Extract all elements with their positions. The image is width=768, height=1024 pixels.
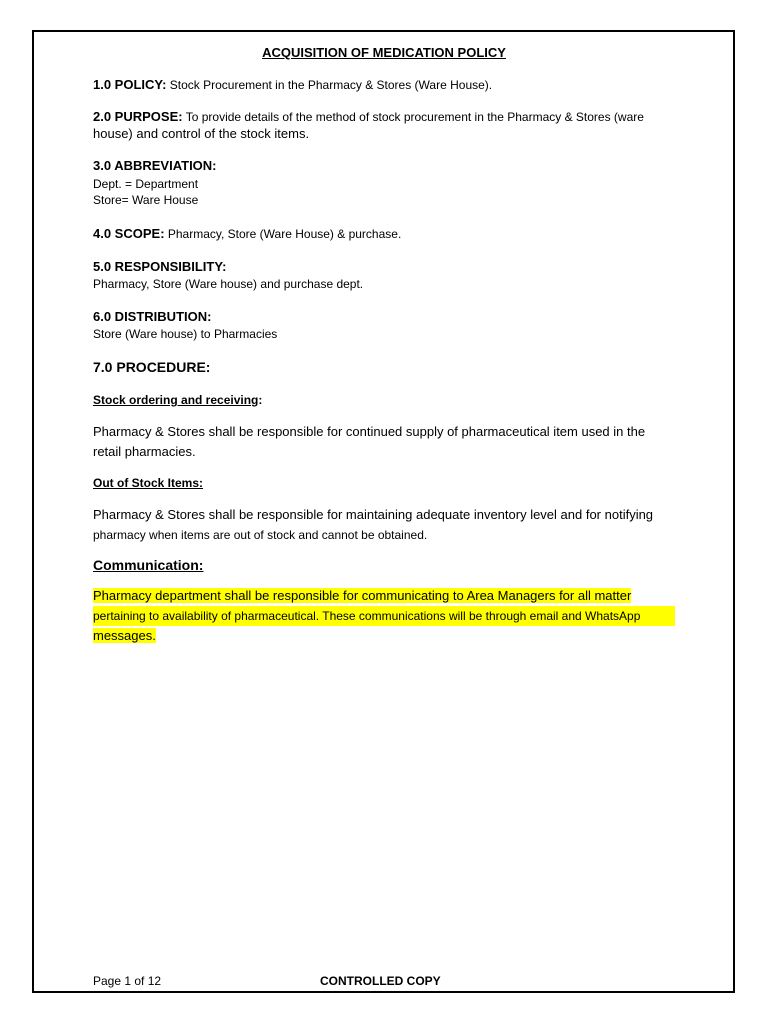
responsibility-label: 5.0 RESPONSIBILITY:: [93, 259, 227, 274]
communication-heading: Communication:: [93, 557, 204, 573]
abbreviation-item-1: Dept. = Department: [93, 177, 199, 191]
purpose-label: 2.0 PURPOSE:: [93, 109, 183, 124]
communication-paragraph: [93, 586, 675, 646]
responsibility-text: Pharmacy, Store (Ware house) and purchase dept.: [93, 277, 364, 291]
out-of-stock-text-2: pharmacy when items are out of stock and cannot be obtained.: [93, 528, 428, 542]
out-of-stock-paragraph: [93, 505, 675, 545]
policy-section: [93, 77, 492, 92]
stock-ordering-paragraph: [93, 422, 675, 462]
document-title: ACQUISITION OF MEDICATION POLICY: [262, 45, 506, 60]
purpose-text-1: To provide details of the method of stock procurement in the Pharmacy & Stores (ware: [182, 110, 644, 124]
stock-ordering-heading: Stock ordering and receiving:: [93, 393, 263, 407]
procedure-label: 7.0 PROCEDURE:: [93, 359, 211, 375]
policy-label: 1.0 POLICY:: [93, 77, 167, 92]
stock-ordering-text-2: retail pharmacies.: [93, 444, 196, 459]
scope-label: 4.0 SCOPE:: [93, 226, 165, 241]
policy-text: Stock Procurement in the Pharmacy & Stores (Ware House).: [166, 78, 493, 92]
scope-section: [93, 226, 401, 241]
out-of-stock-heading: Out of Stock Items:: [93, 476, 204, 490]
distribution-label: 6.0 DISTRIBUTION:: [93, 309, 212, 324]
controlled-copy-label: CONTROLLED COPY: [320, 974, 441, 988]
stock-ordering-text-1: Pharmacy & Stores shall be responsible for continued supply of pharmaceutical item used in the: [93, 424, 646, 439]
scope-text: Pharmacy, Store (Ware House) & purchase.: [164, 227, 402, 241]
purpose-text-2: house) and control of the stock items.: [93, 126, 310, 141]
page-number: Page 1 of 12: [93, 974, 162, 988]
distribution-text: Store (Ware house) to Pharmacies: [93, 327, 278, 341]
communication-text-2: pertaining to availability of pharmaceutical. These communications will be through email and WhatsApp: [93, 606, 675, 626]
communication-text-3: messages.: [93, 628, 156, 643]
communication-text-1: Pharmacy department shall be responsible for communicating to Area Managers for all matter: [93, 588, 632, 603]
abbreviation-item-2: Store= Ware House: [93, 193, 199, 207]
out-of-stock-text-1: Pharmacy & Stores shall be responsible for maintaining adequate inventory level and for notifying: [93, 507, 654, 522]
purpose-section: [93, 109, 644, 124]
abbreviation-label: 3.0 ABBREVIATION:: [93, 158, 217, 173]
